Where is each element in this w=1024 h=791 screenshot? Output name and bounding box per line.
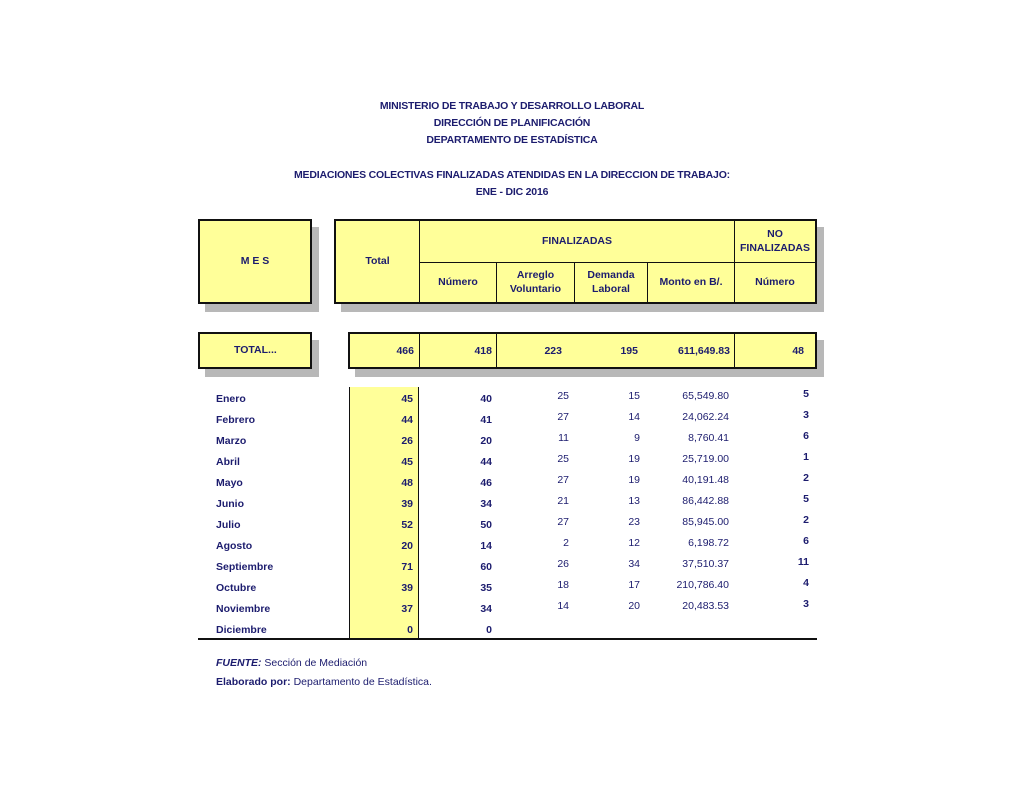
total-label-box bbox=[198, 332, 312, 369]
row-arreglo: 27 bbox=[557, 474, 569, 486]
table-row bbox=[0, 432, 1024, 453]
ministry-title: MINISTERIO DE TRABAJO Y DESARROLLO LABORAL bbox=[379, 100, 645, 112]
row-no-finalizadas: 1 bbox=[803, 451, 809, 463]
total-numero: 418 bbox=[474, 345, 492, 357]
row-month: Julio bbox=[216, 519, 241, 531]
row-arreglo: 21 bbox=[557, 495, 569, 507]
row-arreglo: 25 bbox=[557, 390, 569, 402]
row-month: Agosto bbox=[216, 540, 253, 552]
table-row bbox=[0, 600, 1024, 621]
row-no-finalizadas: 2 bbox=[803, 514, 809, 526]
row-demanda: 19 bbox=[628, 474, 640, 486]
row-total: 48 bbox=[401, 477, 413, 489]
row-total: 52 bbox=[401, 519, 413, 531]
row-arreglo: 2 bbox=[563, 537, 569, 549]
row-month: Enero bbox=[216, 393, 246, 405]
report-title: MEDIACIONES COLECTIVAS FINALIZADAS ATENDIDAS EN LA DIRECCION DE TRABAJO: bbox=[294, 169, 730, 181]
row-demanda: 9 bbox=[634, 432, 640, 444]
row-total: 39 bbox=[401, 498, 413, 510]
row-total: 39 bbox=[401, 582, 413, 594]
row-arreglo: 25 bbox=[557, 453, 569, 465]
header-mes-box bbox=[198, 219, 312, 304]
row-numero: 60 bbox=[480, 561, 492, 573]
row-month: Mayo bbox=[216, 477, 243, 489]
row-month: Marzo bbox=[216, 435, 247, 447]
row-monto: 20,483.53 bbox=[682, 600, 729, 612]
header-arreglo: Arreglo Voluntario bbox=[509, 269, 562, 295]
row-month: Octubre bbox=[216, 582, 257, 594]
row-total: 20 bbox=[401, 540, 413, 552]
row-total: 0 bbox=[407, 624, 413, 636]
total-demanda: 195 bbox=[620, 345, 638, 357]
row-monto: 85,945.00 bbox=[682, 516, 729, 528]
table-row bbox=[0, 579, 1024, 600]
total-monto: 611,649.83 bbox=[678, 345, 730, 357]
row-no-finalizadas: 4 bbox=[803, 577, 809, 589]
row-arreglo: 27 bbox=[557, 516, 569, 528]
row-no-finalizadas: 3 bbox=[803, 598, 809, 610]
footer-prepared bbox=[216, 676, 432, 688]
row-total: 45 bbox=[401, 456, 413, 468]
header-numero-nf: Número bbox=[755, 275, 795, 288]
row-arreglo: 18 bbox=[557, 579, 569, 591]
row-arreglo: 11 bbox=[558, 432, 569, 444]
row-monto: 65,549.80 bbox=[682, 390, 729, 402]
row-monto: 40,191.48 bbox=[682, 474, 729, 486]
row-no-finalizadas: 11 bbox=[797, 556, 809, 568]
row-month: Noviembre bbox=[216, 603, 271, 615]
table-bottom-rule bbox=[198, 638, 817, 640]
report-period: ENE - DIC 2016 bbox=[475, 186, 549, 198]
row-demanda: 15 bbox=[628, 390, 640, 402]
total-arreglo: 223 bbox=[544, 345, 562, 357]
table-row bbox=[0, 474, 1024, 495]
row-numero: 40 bbox=[480, 393, 492, 405]
header-no-finalizadas: NO FINALIZADAS bbox=[740, 228, 810, 254]
row-demanda: 20 bbox=[628, 600, 640, 612]
row-demanda: 13 bbox=[628, 495, 640, 507]
row-numero: 50 bbox=[480, 519, 492, 531]
department-title: DEPARTAMENTO DE ESTADÍSTICA bbox=[426, 134, 598, 146]
direction-title: DIRECCIÓN DE PLANIFICACIÓN bbox=[433, 117, 591, 129]
row-total: 44 bbox=[401, 414, 413, 426]
total-label: TOTAL... bbox=[234, 343, 277, 356]
row-total: 26 bbox=[401, 435, 413, 447]
header-finalizadas: FINALIZADAS bbox=[542, 234, 612, 247]
row-arreglo: 27 bbox=[557, 411, 569, 423]
header-mes: M E S bbox=[240, 254, 270, 267]
row-no-finalizadas: 5 bbox=[803, 493, 809, 505]
total-total: 466 bbox=[396, 345, 414, 357]
row-demanda: 34 bbox=[628, 558, 640, 570]
row-no-finalizadas: 6 bbox=[803, 535, 809, 547]
table-row bbox=[0, 453, 1024, 474]
row-monto: 25,719.00 bbox=[682, 453, 729, 465]
row-monto: 86,442.88 bbox=[682, 495, 729, 507]
table-row bbox=[0, 390, 1024, 411]
row-monto: 210,786.40 bbox=[676, 579, 729, 591]
row-numero: 34 bbox=[480, 498, 492, 510]
header-monto: Monto en B/. bbox=[659, 275, 723, 288]
row-demanda: 23 bbox=[628, 516, 640, 528]
row-arreglo: 26 bbox=[557, 558, 569, 570]
table-row bbox=[0, 558, 1024, 579]
table-row bbox=[0, 411, 1024, 432]
row-month: Junio bbox=[216, 498, 244, 510]
row-no-finalizadas: 3 bbox=[803, 409, 809, 421]
row-month: Febrero bbox=[216, 414, 256, 426]
row-month: Diciembre bbox=[216, 624, 267, 636]
row-monto: 8,760.41 bbox=[688, 432, 729, 444]
row-numero: 44 bbox=[480, 456, 492, 468]
row-month: Abril bbox=[216, 456, 240, 468]
row-no-finalizadas: 5 bbox=[803, 388, 809, 400]
row-numero: 20 bbox=[480, 435, 492, 447]
total-no-finalizadas: 48 bbox=[792, 345, 804, 357]
row-numero: 46 bbox=[480, 477, 492, 489]
header-main-box bbox=[334, 219, 817, 304]
row-no-finalizadas: 6 bbox=[803, 430, 809, 442]
table-row bbox=[0, 516, 1024, 537]
row-demanda: 12 bbox=[628, 537, 640, 549]
footer-source bbox=[216, 657, 367, 669]
footer-prepared-value: Departamento de Estadística. bbox=[293, 676, 432, 688]
row-monto: 24,062.24 bbox=[682, 411, 729, 423]
row-demanda: 17 bbox=[628, 579, 640, 591]
row-demanda: 14 bbox=[628, 411, 640, 423]
row-numero: 14 bbox=[480, 540, 492, 552]
row-numero: 0 bbox=[486, 624, 492, 636]
row-total: 37 bbox=[401, 603, 413, 615]
footer-prepared-label: Elaborado por: bbox=[216, 676, 291, 688]
row-numero: 34 bbox=[480, 603, 492, 615]
row-month: Septiembre bbox=[216, 561, 274, 573]
row-numero: 41 bbox=[480, 414, 492, 426]
row-monto: 6,198.72 bbox=[688, 537, 729, 549]
row-total: 71 bbox=[401, 561, 413, 573]
row-arreglo: 14 bbox=[557, 600, 569, 612]
row-total: 45 bbox=[401, 393, 413, 405]
table-row bbox=[0, 537, 1024, 558]
row-numero: 35 bbox=[480, 582, 492, 594]
header-demanda: Demanda Laboral bbox=[587, 269, 635, 295]
footer-source-value: Sección de Mediación bbox=[264, 657, 368, 669]
header-numero: Número bbox=[438, 275, 478, 288]
footer-source-label: FUENTE: bbox=[216, 657, 262, 669]
row-demanda: 19 bbox=[628, 453, 640, 465]
header-total: Total bbox=[365, 254, 390, 267]
row-no-finalizadas: 2 bbox=[803, 472, 809, 484]
row-monto: 37,510.37 bbox=[682, 558, 729, 570]
total-values-box bbox=[348, 332, 817, 369]
table-row bbox=[0, 495, 1024, 516]
